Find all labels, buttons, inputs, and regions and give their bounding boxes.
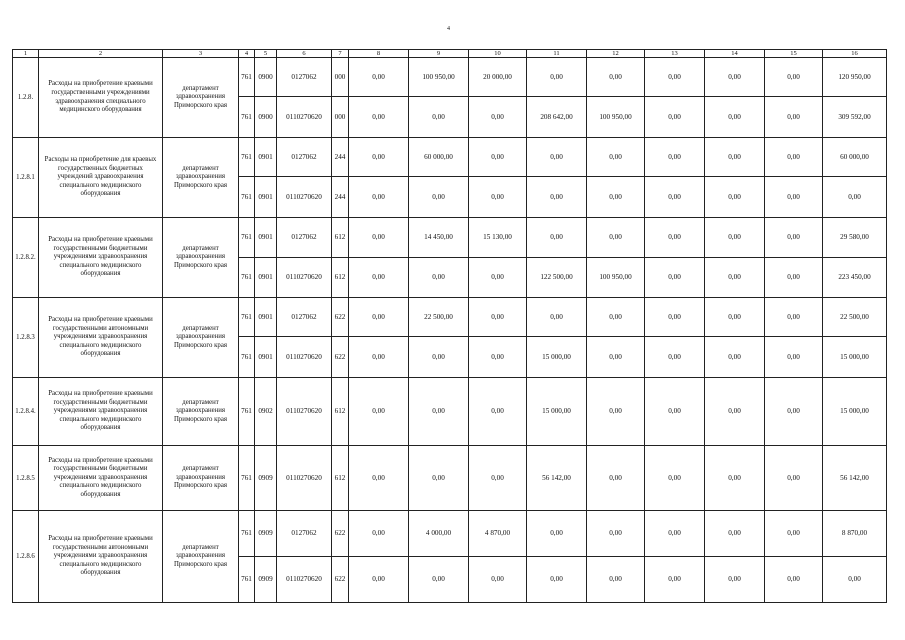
table-cell: 612 xyxy=(332,258,349,298)
row-department: департамент здравоохранения Приморского края xyxy=(163,218,239,298)
table-cell: 14 450,00 xyxy=(409,218,469,258)
table-cell: 622 xyxy=(332,298,349,337)
header-cell: 6 xyxy=(277,50,332,58)
table-cell: 223 450,00 xyxy=(823,258,887,298)
table-cell: 0,00 xyxy=(705,258,765,298)
table-cell: 0127062 xyxy=(277,218,332,258)
table-cell: 15 000,00 xyxy=(527,337,587,378)
table-cell: 0,00 xyxy=(645,557,705,603)
table-cell: 0,00 xyxy=(705,511,765,557)
header-cell: 5 xyxy=(255,50,277,58)
table-cell: 0,00 xyxy=(349,177,409,218)
table-cell: 761 xyxy=(239,97,255,138)
header-row xyxy=(13,50,887,58)
table-cell: 0,00 xyxy=(705,97,765,138)
table-cell: 0,00 xyxy=(349,378,409,446)
table-cell: 0901 xyxy=(255,258,277,298)
table-cell: 0,00 xyxy=(527,511,587,557)
row-code: 1.2.8.3 xyxy=(13,298,39,378)
table-cell: 120 950,00 xyxy=(823,58,887,97)
table-cell: 0,00 xyxy=(349,337,409,378)
table-cell: 100 950,00 xyxy=(587,97,645,138)
row-code: 1.2.8.1 xyxy=(13,138,39,218)
table-cell: 0,00 xyxy=(645,298,705,337)
table-cell: 0,00 xyxy=(469,97,527,138)
table-cell: 0,00 xyxy=(765,258,823,298)
table-cell: 0,00 xyxy=(705,58,765,97)
table-cell: 0,00 xyxy=(765,446,823,511)
table-cell: 761 xyxy=(239,378,255,446)
table-cell: 0,00 xyxy=(349,138,409,177)
table-cell: 0,00 xyxy=(409,177,469,218)
table-cell: 0,00 xyxy=(645,58,705,97)
table-cell: 0,00 xyxy=(527,177,587,218)
table-cell: 0,00 xyxy=(705,218,765,258)
table-cell: 0,00 xyxy=(587,138,645,177)
table-cell: 0901 xyxy=(255,177,277,218)
table-cell: 56 142,00 xyxy=(527,446,587,511)
table-row xyxy=(13,218,887,258)
table-cell: 0,00 xyxy=(765,378,823,446)
table-cell: 0,00 xyxy=(587,557,645,603)
table-cell: 122 500,00 xyxy=(527,258,587,298)
table-cell: 0110270620 xyxy=(277,177,332,218)
table-cell: 0,00 xyxy=(469,337,527,378)
table-cell: 0,00 xyxy=(705,177,765,218)
table-cell: 0,00 xyxy=(587,218,645,258)
table-cell: 0900 xyxy=(255,58,277,97)
table-cell: 0,00 xyxy=(469,557,527,603)
table-cell: 0,00 xyxy=(765,138,823,177)
row-code: 1.2.8. xyxy=(13,58,39,138)
table-cell: 0,00 xyxy=(469,446,527,511)
table-cell: 0,00 xyxy=(349,218,409,258)
header-cell: 3 xyxy=(163,50,239,58)
table-cell: 0,00 xyxy=(645,511,705,557)
table-cell: 0110270620 xyxy=(277,258,332,298)
table-cell: 0,00 xyxy=(349,58,409,97)
table-cell: 0,00 xyxy=(587,298,645,337)
header-cell: 11 xyxy=(527,50,587,58)
table-cell: 0,00 xyxy=(587,378,645,446)
table-cell: 761 xyxy=(239,337,255,378)
table-cell: 0,00 xyxy=(527,298,587,337)
table-cell: 0909 xyxy=(255,557,277,603)
header-cell: 8 xyxy=(349,50,409,58)
table-cell: 0127062 xyxy=(277,138,332,177)
table-cell: 0,00 xyxy=(409,258,469,298)
table-cell: 29 580,00 xyxy=(823,218,887,258)
row-code: 1.2.8.4. xyxy=(13,378,39,446)
header-cell: 15 xyxy=(765,50,823,58)
header-cell: 9 xyxy=(409,50,469,58)
table-cell: 0,00 xyxy=(527,557,587,603)
header-cell: 1 xyxy=(13,50,39,58)
table-cell: 15 000,00 xyxy=(823,337,887,378)
table-cell: 0901 xyxy=(255,138,277,177)
table-cell: 0,00 xyxy=(587,177,645,218)
table-cell: 0901 xyxy=(255,218,277,258)
table-cell: 15 130,00 xyxy=(469,218,527,258)
budget-table xyxy=(12,49,887,603)
table-cell: 0,00 xyxy=(765,337,823,378)
row-department: департамент здравоохранения Приморского края xyxy=(163,138,239,218)
table-cell: 0909 xyxy=(255,511,277,557)
table-cell: 0,00 xyxy=(645,337,705,378)
table-cell: 208 642,00 xyxy=(527,97,587,138)
table-cell: 0,00 xyxy=(349,446,409,511)
table-cell: 0,00 xyxy=(469,177,527,218)
table-cell: 15 000,00 xyxy=(527,378,587,446)
header-cell: 4 xyxy=(239,50,255,58)
table-cell: 0,00 xyxy=(645,258,705,298)
table-cell: 0110270620 xyxy=(277,378,332,446)
table-cell: 0,00 xyxy=(765,511,823,557)
table-row xyxy=(13,298,887,337)
table-cell: 0,00 xyxy=(527,138,587,177)
table-cell: 0,00 xyxy=(349,557,409,603)
header-cell: 12 xyxy=(587,50,645,58)
table-cell: 0,00 xyxy=(705,557,765,603)
table-cell: 56 142,00 xyxy=(823,446,887,511)
table-cell: 0900 xyxy=(255,97,277,138)
table-cell: 622 xyxy=(332,337,349,378)
table-cell: 0127062 xyxy=(277,58,332,97)
table-cell: 60 000,00 xyxy=(409,138,469,177)
table-cell: 761 xyxy=(239,511,255,557)
table-cell: 0,00 xyxy=(765,58,823,97)
table-cell: 612 xyxy=(332,378,349,446)
table-cell: 15 000,00 xyxy=(823,378,887,446)
table-cell: 0,00 xyxy=(409,337,469,378)
table-cell: 0110270620 xyxy=(277,97,332,138)
row-department: департамент здравоохранения Приморского края xyxy=(163,298,239,378)
table-cell: 0,00 xyxy=(469,298,527,337)
table-cell: 0,00 xyxy=(645,97,705,138)
table-cell: 0,00 xyxy=(587,511,645,557)
row-department: департамент здравоохранения Приморского края xyxy=(163,58,239,138)
table-cell: 0,00 xyxy=(705,337,765,378)
table-cell: 0,00 xyxy=(349,298,409,337)
table-row xyxy=(13,138,887,177)
row-department: департамент здравоохранения Приморского края xyxy=(163,378,239,446)
table-cell: 761 xyxy=(239,446,255,511)
table-cell: 612 xyxy=(332,446,349,511)
table-cell: 0,00 xyxy=(409,557,469,603)
table-cell: 0909 xyxy=(255,446,277,511)
row-description: Расходы на приобретение краевыми государственными автономными учреждениями здравоохранения специального медицинского оборудования xyxy=(39,511,163,603)
table-cell: 0,00 xyxy=(765,218,823,258)
table-cell: 622 xyxy=(332,557,349,603)
table-row xyxy=(13,446,887,511)
table-cell: 000 xyxy=(332,97,349,138)
table-cell: 0127062 xyxy=(277,298,332,337)
table-cell: 0,00 xyxy=(705,446,765,511)
table-cell: 20 000,00 xyxy=(469,58,527,97)
table-cell: 0,00 xyxy=(705,298,765,337)
table-cell: 100 950,00 xyxy=(409,58,469,97)
table-cell: 761 xyxy=(239,258,255,298)
row-description: Расходы на приобретение краевыми государственными учреждениями здравоохранения специального медицинского оборудования xyxy=(39,58,163,138)
table-cell: 0110270620 xyxy=(277,557,332,603)
table-cell: 0,00 xyxy=(645,177,705,218)
table-cell: 761 xyxy=(239,557,255,603)
table-cell: 761 xyxy=(239,138,255,177)
page-number: 4 xyxy=(447,26,450,32)
table-row xyxy=(13,58,887,97)
table-cell: 309 592,00 xyxy=(823,97,887,138)
table-cell: 0,00 xyxy=(409,378,469,446)
table-cell: 0,00 xyxy=(587,58,645,97)
row-description: Расходы на приобретение для краевых государственных бюджетных учреждений здравоохранения специального медицинского оборудования xyxy=(39,138,163,218)
table-cell: 0,00 xyxy=(349,258,409,298)
table-cell: 0,00 xyxy=(765,177,823,218)
table-cell: 761 xyxy=(239,298,255,337)
table-cell: 0,00 xyxy=(469,378,527,446)
table-cell: 8 870,00 xyxy=(823,511,887,557)
table-cell: 100 950,00 xyxy=(587,258,645,298)
table-cell: 0,00 xyxy=(765,557,823,603)
table-cell: 0,00 xyxy=(765,298,823,337)
table-cell: 0,00 xyxy=(587,446,645,511)
table-cell: 0127062 xyxy=(277,511,332,557)
header-cell: 2 xyxy=(39,50,163,58)
header-cell: 13 xyxy=(645,50,705,58)
row-description: Расходы на приобретение краевыми государственными автономными учреждениями здравоохранения специального медицинского оборудования xyxy=(39,298,163,378)
table-cell: 0,00 xyxy=(469,258,527,298)
table-cell: 244 xyxy=(332,177,349,218)
header-cell: 10 xyxy=(469,50,527,58)
row-description: Расходы на приобретение краевыми государственными бюджетными учреждениями здравоохранения специального медицинского оборудования xyxy=(39,446,163,511)
table-cell: 0,00 xyxy=(587,337,645,378)
table-cell: 22 500,00 xyxy=(409,298,469,337)
table-cell: 000 xyxy=(332,58,349,97)
table-cell: 0,00 xyxy=(469,138,527,177)
table-cell: 60 000,00 xyxy=(823,138,887,177)
table-cell: 0110270620 xyxy=(277,446,332,511)
table-cell: 0,00 xyxy=(645,138,705,177)
table-cell: 4 870,00 xyxy=(469,511,527,557)
row-department: департамент здравоохранения Приморского края xyxy=(163,446,239,511)
table-cell: 0,00 xyxy=(645,378,705,446)
table-cell: 761 xyxy=(239,218,255,258)
table-cell: 0,00 xyxy=(409,97,469,138)
table-cell: 0,00 xyxy=(349,97,409,138)
table-cell: 0,00 xyxy=(349,511,409,557)
table-cell: 761 xyxy=(239,58,255,97)
table-cell: 622 xyxy=(332,511,349,557)
row-department: департамент здравоохранения Приморского края xyxy=(163,511,239,603)
table-cell: 0,00 xyxy=(705,138,765,177)
table-row xyxy=(13,511,887,557)
table-cell: 0901 xyxy=(255,298,277,337)
table-cell: 0902 xyxy=(255,378,277,446)
table-cell: 0901 xyxy=(255,337,277,378)
table-cell: 0,00 xyxy=(705,378,765,446)
table-cell: 0110270620 xyxy=(277,337,332,378)
table-row xyxy=(13,378,887,446)
table-cell: 0,00 xyxy=(823,557,887,603)
row-description: Расходы на приобретение краевыми государственными бюджетными учреждениями здравоохранения специального медицинского оборудования xyxy=(39,378,163,446)
table-cell: 4 000,00 xyxy=(409,511,469,557)
table-cell: 0,00 xyxy=(823,177,887,218)
row-code: 1.2.8.5 xyxy=(13,446,39,511)
row-description: Расходы на приобретение краевыми государственными бюджетными учреждениями здравоохранения специального медицинского оборудования xyxy=(39,218,163,298)
table-cell: 612 xyxy=(332,218,349,258)
row-code: 1.2.8.6 xyxy=(13,511,39,603)
table-cell: 0,00 xyxy=(765,97,823,138)
table-cell: 244 xyxy=(332,138,349,177)
row-code: 1.2.8.2. xyxy=(13,218,39,298)
header-cell: 14 xyxy=(705,50,765,58)
table-cell: 0,00 xyxy=(645,446,705,511)
table-cell: 0,00 xyxy=(645,218,705,258)
table-cell: 22 500,00 xyxy=(823,298,887,337)
header-cell: 7 xyxy=(332,50,349,58)
table-cell: 0,00 xyxy=(527,218,587,258)
header-cell: 16 xyxy=(823,50,887,58)
table-cell: 0,00 xyxy=(527,58,587,97)
table-cell: 761 xyxy=(239,177,255,218)
table-cell: 0,00 xyxy=(409,446,469,511)
